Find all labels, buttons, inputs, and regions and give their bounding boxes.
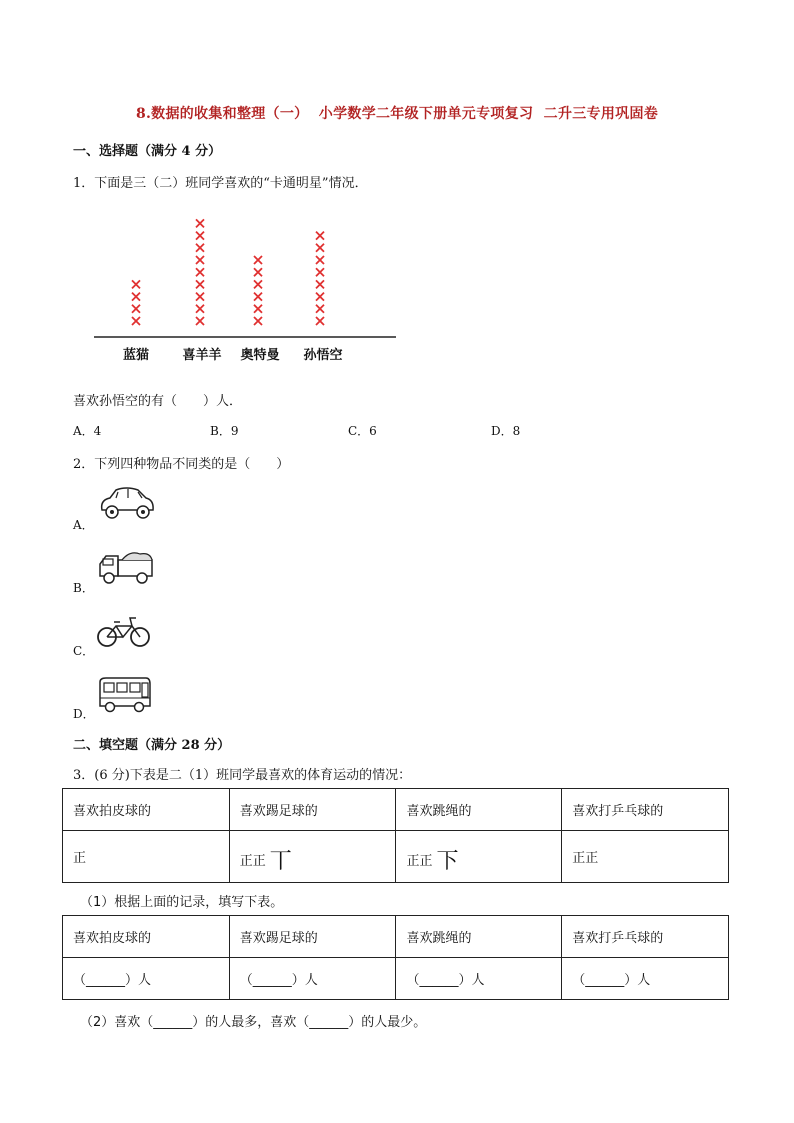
question-1-text: 1．下面是三（二）班同学喜欢的“卡通明星”情况． [73,176,368,191]
tally-marks: 正 [73,851,87,866]
answer-blank[interactable]: （______）人 [562,958,729,1000]
cartoon-star-pictograph [90,210,410,370]
pictograph-mark [254,256,262,264]
bicycle-icon[interactable] [96,612,152,650]
pictograph-mark [196,232,204,240]
table-header-cell: 喜欢打乒乓球的 [562,916,729,958]
tally-marks: 正正 [239,854,266,869]
table-header-cell: 喜欢跳绳的 [396,789,562,831]
pictograph-mark [196,317,204,325]
pictograph-mark [254,305,262,313]
pictograph-mark [316,293,324,301]
bus-icon[interactable] [96,674,152,714]
pictograph-mark [316,317,324,325]
pictograph-mark [316,305,324,313]
tally-cell [63,831,230,883]
table-header-cell: 喜欢拍皮球的 [63,916,230,958]
table-header-row [63,789,729,831]
tally-record-table [62,788,729,883]
pictograph-mark [196,219,204,227]
category-label: 蓝猫 [122,348,150,363]
q2-option-d-label[interactable]: D． [73,707,95,721]
pictograph-mark [254,280,262,288]
table-row [63,958,729,1000]
table-header-cell: 喜欢踢足球的 [229,916,396,958]
tally-cell [396,831,562,883]
answer-blank[interactable]: （______）人 [63,958,230,1000]
table-header-cell: 喜欢踢足球的 [229,789,396,831]
pictograph-mark [254,293,262,301]
q2-option-c-label[interactable]: C． [73,644,95,658]
truck-icon[interactable] [96,548,158,588]
q1-option-a[interactable]: A．4 [73,424,102,438]
car-icon[interactable] [96,484,158,524]
question-2-text: 2．下列四种物品不同类的是（ ） [73,457,290,472]
pictograph-mark [316,280,324,288]
tally-partial: 下 [436,849,459,874]
sub-question-1: （1）根据上面的记录，填写下表。 [80,895,284,910]
table-row [63,831,729,883]
pictograph-mark [254,317,262,325]
q1-option-d[interactable]: D．8 [491,424,521,438]
question-3-text: 3．(6 分)下表是二（1）班同学最喜欢的体育运动的情况： [73,768,412,783]
tally-marks: 正正 [406,854,433,869]
category-label: 孙悟空 [303,348,343,363]
pictograph-mark [316,244,324,252]
tally-partial: 丅 [269,849,292,874]
pictograph-mark [196,293,204,301]
table-header-cell: 喜欢跳绳的 [396,916,562,958]
q1-option-c[interactable]: C．6 [348,424,377,438]
pictograph-mark [196,305,204,313]
pictograph-mark [316,232,324,240]
pictograph-mark [132,317,140,325]
pictograph-mark [196,268,204,276]
q1-option-b[interactable]: B．9 [210,424,239,438]
page-title: 8.数据的收集和整理（一） 小学数学二年级下册单元专项复习 二升三专用巩固卷 [135,106,659,122]
question-1-prompt: 喜欢孙悟空的有（ ）人． [73,394,243,409]
pictograph-mark [196,244,204,252]
pictograph-mark [316,256,324,264]
sub-question-2[interactable]: （2）喜欢（______）的人最多，喜欢（______）的人最少。 [80,1015,427,1030]
q2-option-a-label[interactable]: A． [73,518,94,532]
answer-blank[interactable]: （______）人 [396,958,562,1000]
pictograph-mark [132,293,140,301]
answer-table [62,915,729,1000]
pictograph-mark [196,280,204,288]
answer-blank[interactable]: （______）人 [229,958,396,1000]
table-header-cell: 喜欢打乒乓球的 [562,789,729,831]
pictograph-mark [254,268,262,276]
category-label: 喜羊羊 [182,348,222,363]
category-label: 奥特曼 [240,348,280,363]
tally-cell [562,831,729,883]
section-heading-choice: 一、选择题（满分 4 分） [73,144,222,159]
pictograph-mark [316,268,324,276]
pictograph-mark [132,280,140,288]
pictograph-mark [132,305,140,313]
table-header-row [63,916,729,958]
tally-marks: 正正 [572,851,599,866]
section-heading-fill: 二、填空题（满分 28 分） [73,738,231,753]
pictograph-mark [196,256,204,264]
q2-option-b-label[interactable]: B． [73,581,94,595]
tally-cell [229,831,396,883]
table-header-cell: 喜欢拍皮球的 [63,789,230,831]
